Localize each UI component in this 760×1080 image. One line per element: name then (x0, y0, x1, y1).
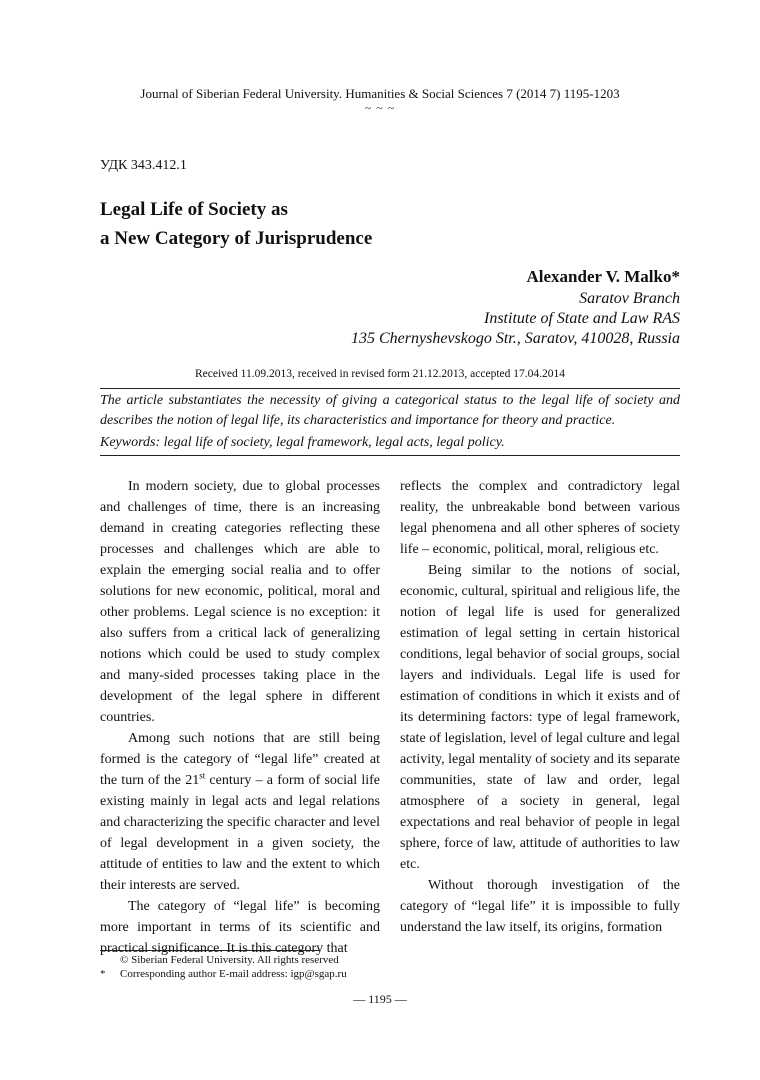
received-dates: Received 11.09.2013, received in revised form 21.12.2013, accepted 17.04.2014 (194, 368, 566, 380)
footnote-copyright: © Siberian Federal University. All rights reserved (120, 954, 339, 966)
author-name: Alexander V. Malko* (526, 267, 680, 286)
article-title (100, 195, 372, 253)
header-ornament: ~ ~ ~ (364, 101, 396, 115)
paragraph: Without thorough investigation of the category of “legal life” it is impossible to fully understand the law itself, its origins, formation (400, 878, 680, 935)
paragraph: Being similar to the notions of social, economic, cultural, spiritual and religious life, the notion of legal life is used for generalized estimation of legal setting in certain historical conditions, legal behavior of social groups, social layers and individuals. Legal life is used for estimation of conditions in which it exists and of its determining factors: type of legal framework, state of legislation, level of legal culture and legal activity, legal mentality of society and its separate communities, state of law and order, legal atmosphere of a society in general, legal expectations and real behavior of people in legal sphere, force of law, attitude of authorities to law etc. (400, 563, 680, 872)
author-affiliation-1: Saratov Branch (579, 290, 680, 307)
author-block (351, 265, 680, 349)
udk-code: УДК 343.412.1 (100, 158, 187, 173)
abstract-bottom-rule (100, 455, 680, 456)
footnote-corresponding: * Corresponding author E-mail address: igp@sgap.ru (100, 968, 347, 980)
keywords: Keywords: legal life of society, legal framework, legal acts, legal policy. (100, 435, 505, 450)
paragraph: In modern society, due to global processes and challenges of time, there is an increasing demand in creating categories reflecting these processes and challenges which are able to explain the emerging social realia and to offer solutions for new economic, political, moral and other problems. Legal science is no exception: it also suffers from a critical lack of generalizing notions which could be used to study complex and many-sided processes taking place in the development of the legal sphere in different countries. (100, 479, 380, 725)
paragraph: Among such notions that are still being formed is the category of “legal life” created at the turn of the 21st century – a form of social life existing mainly in legal acts and legal relations and characterizing the specific character and level of legal development in a given society, the attitude of entities to law and the extent to which their interests are served. (100, 731, 380, 893)
page-number: — 1195 — (353, 992, 407, 1006)
paragraph: The category of “legal life” is becoming more important in terms of its scientific and practical significance. It is this category that (100, 899, 380, 956)
body-column-left (100, 476, 380, 959)
journal-header: Journal of Siberian Federal University. Humanities & Social Sciences 7 (2014 7) 1195-1203 (140, 86, 620, 101)
title-line-2: a New Category of Jurisprudence (100, 228, 373, 249)
title-line-1: Legal Life of Society as (100, 199, 288, 220)
footnote-rule (100, 950, 320, 951)
corresponding-email: Corresponding author E-mail address: igp@sgap.ru (120, 968, 347, 980)
paragraph: reflects the complex and contradictory legal reality, the unbreakable bond between various legal phenomena and all other spheres of society life – economic, political, moral, religious etc. (400, 479, 680, 557)
abstract-top-rule (100, 388, 680, 389)
author-address: 135 Chernyshevskogo Str., Saratov, 410028, Russia (350, 330, 680, 347)
author-affiliation-2: Institute of State and Law RAS (484, 310, 680, 327)
body-column-right (400, 476, 680, 938)
abstract: The article substantiates the necessity of giving a categorical status to the legal life of society and describes the notion of legal life, its characteristics and importance for theory and practice. (100, 393, 680, 428)
